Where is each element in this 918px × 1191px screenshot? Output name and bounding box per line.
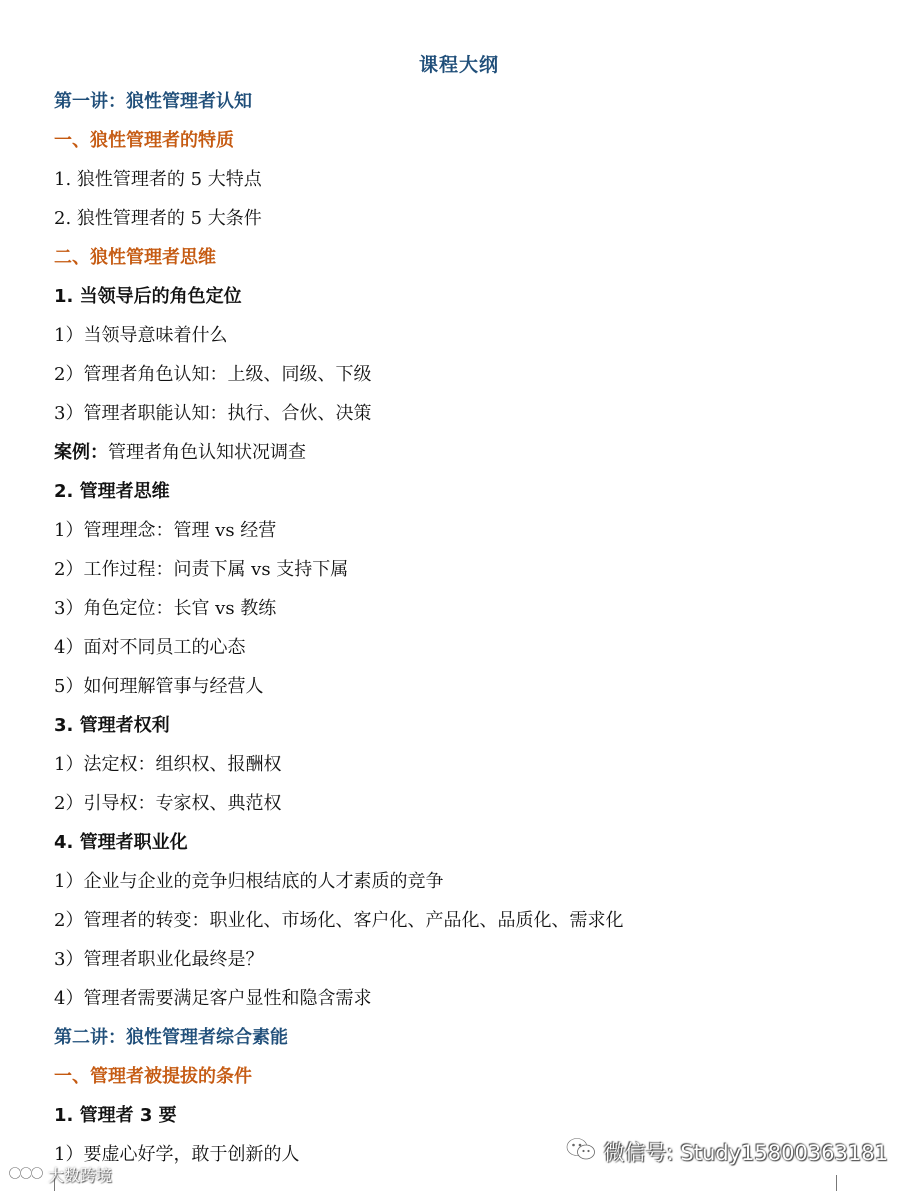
list-item: 1）当领导意味着什么 bbox=[54, 325, 228, 346]
section-heading: 二、狼性管理者思维 bbox=[54, 247, 216, 268]
list-item: 1）要虚心好学，敢于创新的人 bbox=[54, 1144, 300, 1165]
subsection-heading: 1. 管理者 3 要 bbox=[54, 1105, 177, 1126]
list-item: 1）企业与企业的竞争归根结底的人才素质的竞争 bbox=[54, 871, 444, 892]
list-item: 1）管理理念：管理 vs 经营 bbox=[54, 520, 277, 541]
wechat-watermark bbox=[566, 1136, 888, 1167]
wechat-icon bbox=[566, 1136, 596, 1167]
subsection-heading: 2. 管理者思维 bbox=[54, 481, 170, 502]
case-label: 案例： bbox=[54, 442, 108, 463]
list-item: 3）管理者职业化最终是？ bbox=[54, 949, 264, 970]
list-item: 1）法定权：组织权、报酬权 bbox=[54, 754, 282, 775]
subsection-heading: 1. 当领导后的角色定位 bbox=[54, 286, 242, 307]
subsection-heading: 3. 管理者权利 bbox=[54, 715, 170, 736]
list-item: 2）引导权：专家权、典范权 bbox=[54, 793, 282, 814]
list-item: 2）工作过程：问责下属 vs 支持下属 bbox=[54, 559, 349, 580]
logo-icon bbox=[8, 1164, 44, 1186]
list-item: 3）管理者职能认知：执行、合伙、决策 bbox=[54, 403, 372, 424]
list-item: 2）管理者角色认知：上级、同级、下级 bbox=[54, 364, 372, 385]
subsection-heading: 4. 管理者职业化 bbox=[54, 832, 188, 853]
crop-mark bbox=[836, 1175, 851, 1191]
lecture-heading: 第一讲：狼性管理者认知 bbox=[54, 91, 252, 112]
wechat-id-text: 微信号: Study15800363181 bbox=[603, 1140, 888, 1165]
list-item: 3）角色定位：长官 vs 教练 bbox=[54, 598, 277, 619]
list-item: 5）如何理解管事与经营人 bbox=[54, 676, 264, 697]
list-item: 2. 狼性管理者的 5 大条件 bbox=[54, 208, 262, 229]
list-item: 4）面对不同员工的心态 bbox=[54, 637, 246, 658]
section-heading: 一、管理者被提拔的条件 bbox=[54, 1066, 252, 1087]
section-heading: 一、狼性管理者的特质 bbox=[54, 130, 234, 151]
lecture-heading: 第二讲：狼性管理者综合素能 bbox=[54, 1027, 288, 1048]
case-line bbox=[54, 441, 306, 465]
list-item: 1. 狼性管理者的 5 大特点 bbox=[54, 169, 262, 190]
list-item: 2）管理者的转变：职业化、市场化、客户化、产品化、品质化、需求化 bbox=[54, 910, 624, 931]
list-item: 4）管理者需要满足客户显性和隐含需求 bbox=[54, 988, 372, 1009]
brand-watermark bbox=[8, 1163, 112, 1186]
case-text: 管理者角色认知状况调查 bbox=[108, 442, 306, 463]
brand-text: 大数跨境 bbox=[48, 1166, 113, 1185]
document-title: 课程大纲 bbox=[418, 54, 499, 76]
